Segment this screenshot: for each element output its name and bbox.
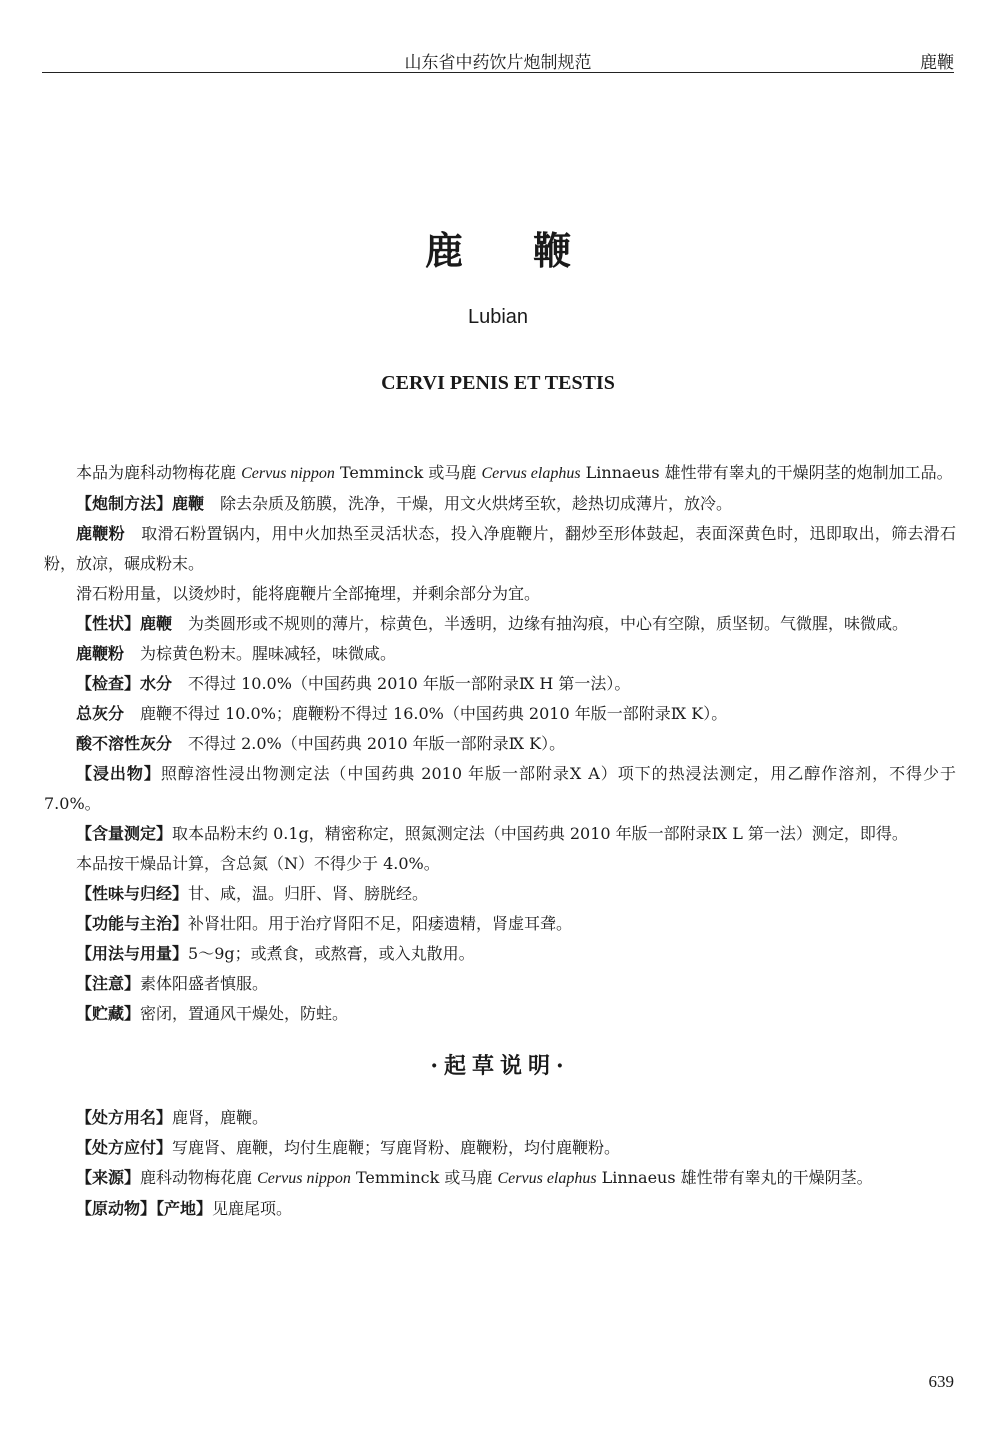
character-label: 【性状】鹿鞭 <box>76 614 173 633</box>
intro-paragraph: 本品为鹿科动物梅花鹿 Cervus nippon Temminck 或马鹿 Cervus elaphus Linnaeus 雄性带有睾丸的干燥阴茎的炮制加工品。 <box>76 463 953 482</box>
character-paragraph: 【性状】鹿鞭 为类圆形或不规则的薄片，棕黄色，半透明，边缘有抽沟痕，中心有空隙，质坚韧。气微腥，味微咸。 <box>76 614 909 633</box>
rx-name-label: 【处方用名】 <box>76 1108 173 1127</box>
acid-ash-label: 酸不溶性灰分 <box>76 734 173 753</box>
header-rule <box>42 72 954 73</box>
caution-label: 【注意】 <box>76 974 141 993</box>
nature-paragraph: 【性味与归经】甘、咸，温。归肝、肾、膀胱经。 <box>76 884 429 903</box>
source-paragraph: 【来源】鹿科动物梅花鹿 Cervus nippon Temminck 或马鹿 Cervus elaphus Linnaeus 雄性带有睾丸的干燥阴茎。 <box>76 1168 873 1187</box>
entry-title-pinyin: Lubian <box>467 306 529 328</box>
powder-label: 鹿鞭粉 <box>76 644 125 663</box>
processing-paragraph: 【炮制方法】鹿鞭 除去杂质及筋膜，洗净，干燥，用文火烘烤至软，趁热切成薄片，放冷。 <box>76 494 733 513</box>
function-label: 【功能与主治】 <box>76 914 189 933</box>
usage-label: 【用法与用量】 <box>76 944 189 963</box>
extract-paragraph: 【浸出物】照醇溶性浸出物测定法（中国药典 2010 年版一部附录Ⅹ A）项下的热浸法测定，用乙醇作溶剂，不得少于 7.0%。 <box>44 764 956 813</box>
assay-paragraph: 【含量测定】取本品粉末约 0.1g，精密称定，照氮测定法（中国药典 2010 年版一部附录Ⅸ L 第一法）测定，即得。 <box>76 824 908 843</box>
nature-label: 【性味与归经】 <box>76 884 189 903</box>
book-title: 山东省中药饮片炮制规范 <box>404 53 592 73</box>
function-paragraph: 【功能与主治】补肾壮阳。用于治疗肾阳不足，阳痿遗精，肾虚耳聋。 <box>76 914 573 933</box>
species-name: Cervus elaphus <box>497 1170 597 1187</box>
running-header <box>42 44 954 74</box>
storage-label: 【贮藏】 <box>76 1004 141 1023</box>
assay-note: 本品按干燥品计算，含总氮（N）不得少于 4.0%。 <box>76 854 440 873</box>
rx-name-paragraph: 【处方用名】鹿肾，鹿鞭。 <box>76 1108 269 1127</box>
origin-label: 【原动物】【产地】 <box>76 1199 213 1218</box>
page-number: 639 <box>928 1372 954 1391</box>
origin-paragraph: 【原动物】【产地】见鹿尾项。 <box>76 1199 293 1218</box>
rx-dispense-label: 【处方应付】 <box>76 1138 173 1157</box>
acid-ash-paragraph: 酸不溶性灰分 不得过 2.0%（中国药典 2010 年版一部附录Ⅸ K）。 <box>76 734 566 753</box>
inspection-label: 【检查】水分 <box>76 674 173 693</box>
species-name: Cervus nippon <box>257 1170 351 1187</box>
inspection-paragraph: 【检查】水分 不得过 10.0%（中国药典 2010 年版一部附录Ⅸ H 第一法）。 <box>76 674 631 693</box>
powder-label: 鹿鞭粉 <box>76 524 125 543</box>
entry-title-latin: CERVI PENIS ET TESTIS <box>381 372 615 394</box>
species-name: Cervus elaphus <box>481 465 581 482</box>
rx-dispense-paragraph: 【处方应付】写鹿肾、鹿鞭，均付生鹿鞭；写鹿肾粉、鹿鞭粉，均付鹿鞭粉。 <box>76 1138 621 1157</box>
processing-label: 【炮制方法】鹿鞭 <box>76 494 205 513</box>
source-label: 【来源】 <box>76 1168 141 1187</box>
entry-name: 鹿鞭 <box>920 53 954 73</box>
processing-note: 滑石粉用量，以烫炒时，能将鹿鞭片全部掩埋，并剩余部分为宜。 <box>76 584 541 603</box>
usage-paragraph: 【用法与用量】5～9g；或煮食，或熬膏，或入丸散用。 <box>76 944 475 963</box>
processing-powder-paragraph: 鹿鞭粉 取滑石粉置锅内，用中火加热至灵活状态，投入净鹿鞭片，翻炒至形体鼓起，表面深黄色时，迅即取出，筛去滑石粉，放凉，碾成粉末。 <box>44 524 956 573</box>
species-name: Cervus nippon <box>241 465 335 482</box>
caution-paragraph: 【注意】素体阳盛者慎服。 <box>76 974 269 993</box>
assay-label: 【含量测定】 <box>76 824 173 843</box>
extract-label: 【浸出物】 <box>76 764 161 783</box>
total-ash-label: 总灰分 <box>76 704 125 723</box>
storage-paragraph: 【贮藏】密闭，置通风干燥处，防蛀。 <box>76 1004 349 1023</box>
drafting-heading: ·起草说明· <box>430 1053 570 1079</box>
monograph-body <box>44 458 956 1224</box>
entry-title-chinese: 鹿鞭 <box>424 228 641 273</box>
total-ash-paragraph: 总灰分 鹿鞭不得过 10.0%；鹿鞭粉不得过 16.0%（中国药典 2010 年版一部附录Ⅸ K）。 <box>76 704 728 723</box>
character-powder-paragraph: 鹿鞭粉 为棕黄色粉末。腥味减轻，味微咸。 <box>76 644 397 663</box>
